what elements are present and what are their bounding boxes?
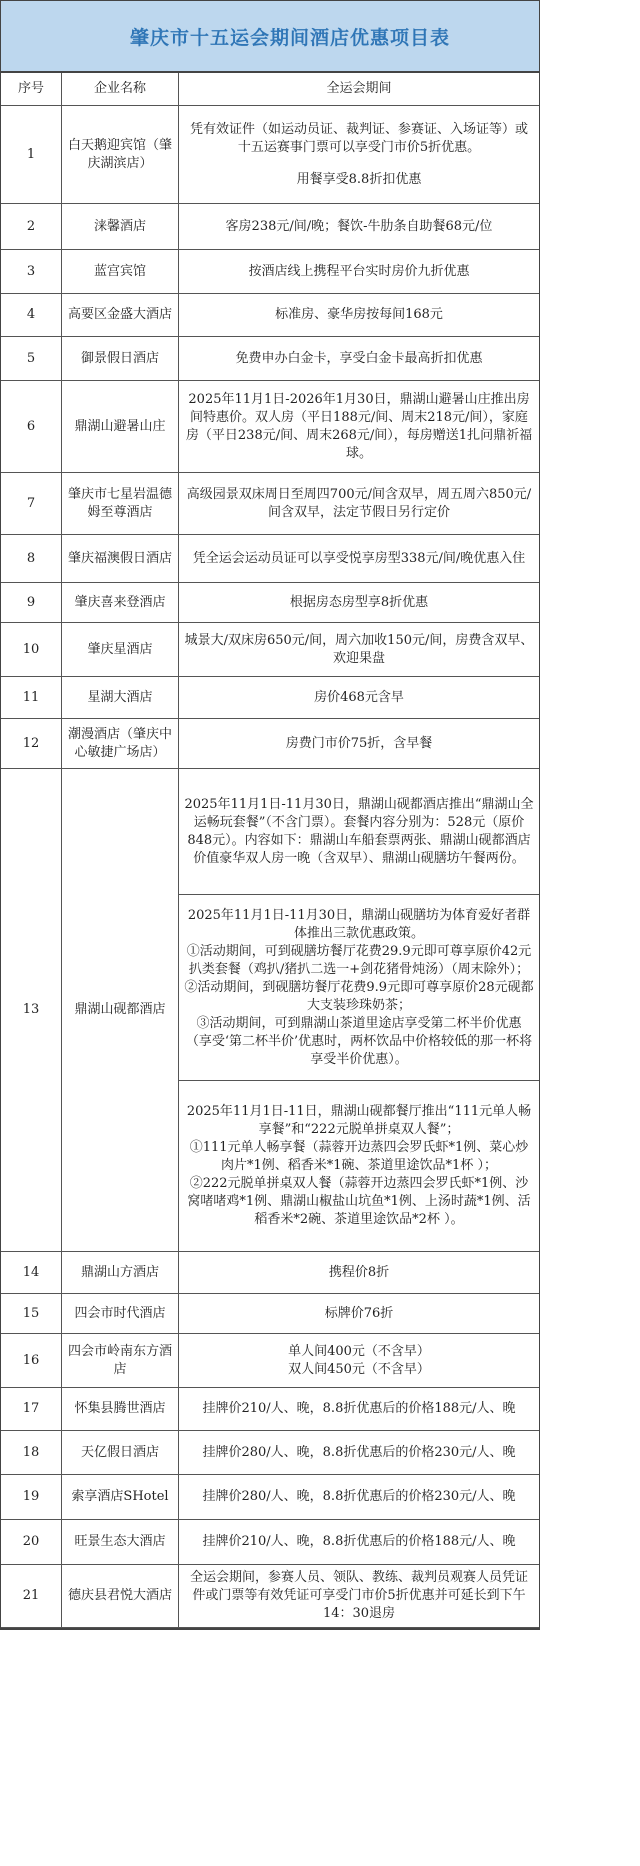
row-name: 涞馨酒店 xyxy=(62,204,179,250)
desc-line: 用餐享受8.8折扣优惠 xyxy=(296,171,422,187)
desc-line: 双人间450元（不含早） xyxy=(288,1361,430,1377)
table-row xyxy=(1,1334,539,1388)
row-num: 9 xyxy=(1,583,62,623)
table-row xyxy=(1,294,539,337)
row-name: 四会市时代酒店 xyxy=(62,1294,179,1334)
row-desc xyxy=(179,337,540,381)
row-desc xyxy=(179,250,540,294)
row-desc xyxy=(179,1565,540,1628)
row-num: 12 xyxy=(1,719,62,769)
row-name: 德庆县君悦大酒店 xyxy=(62,1565,179,1628)
desc-line: 根据房态房型享8折优惠 xyxy=(289,594,429,610)
table-row xyxy=(1,1565,539,1628)
row-num: 21 xyxy=(1,1565,62,1628)
row-name: 潮漫酒店（肇庆中心敏捷广场店） xyxy=(62,719,179,769)
row-num: 13 xyxy=(1,769,62,1252)
row-desc xyxy=(179,204,540,250)
desc-line: 城景大/双床房650元/间，周六加收150元/间，房费含双早、欢迎果盘 xyxy=(184,632,534,666)
desc-line: ③活动期间，可到鼎湖山茶道里途店享受第二杯半价优惠（享受‘第二杯半价’优惠时，两杯饮品中价格较低的那一杯将享受半价优惠）。 xyxy=(185,1015,533,1067)
desc-line: 客房238元/间/晚；餐饮-牛肋条自助餐68元/位 xyxy=(225,218,493,234)
table-row xyxy=(1,583,539,623)
desc-line: 房费门市价75折，含早餐 xyxy=(285,735,433,751)
desc-line: 2025年11月1日-11月30日，鼎湖山砚膳坊为体育爱好者群体推出三款优惠政策。 xyxy=(187,907,531,941)
row-num: 5 xyxy=(1,337,62,381)
desc-line: 2025年11月1日-11月30日，鼎湖山砚都酒店推出“鼎湖山全运畅玩套餐”（不含门票）。套餐内容分别为：528元（原价848元）。内容如下：鼎湖山车船套票两张、鼎湖山砚都酒店价值豪华双人房一晚（含双早）、鼎湖山砚膳坊午餐两份。 xyxy=(184,796,534,866)
row-desc xyxy=(179,294,540,337)
row-desc xyxy=(179,1334,540,1388)
desc-line: 高级园景双床周日至周四700元/间含双早，周五周六850元/间含双早，法定节假日另行定价 xyxy=(186,486,532,520)
desc-line: ①活动期间，可到砚膳坊餐厅花费29.9元即可尊享原价42元扒类套餐（鸡扒/猪扒二选一+剑花猪骨炖汤）（周末除外）； xyxy=(186,943,532,977)
row-desc xyxy=(179,1294,540,1334)
hotel-discount-table xyxy=(1,73,539,1628)
table-row xyxy=(1,106,539,204)
row-name: 白天鹅迎宾馆（肇庆湖滨店） xyxy=(62,106,179,204)
row-desc xyxy=(179,381,540,473)
row-num: 10 xyxy=(1,623,62,677)
table-row xyxy=(1,204,539,250)
table-row xyxy=(1,337,539,381)
header-row xyxy=(1,73,539,106)
table-title: 肇庆市十五运会期间酒店优惠项目表 xyxy=(1,1,539,73)
row-desc-subcell xyxy=(179,1081,540,1252)
row-num: 19 xyxy=(1,1475,62,1520)
row-desc xyxy=(179,1475,540,1520)
row-num: 17 xyxy=(1,1388,62,1431)
desc-line: 2025年11月1日-11日，鼎湖山砚都餐厅推出“111元单人畅享餐”和“222元脱单拼桌双人餐”； xyxy=(186,1104,532,1137)
row-desc xyxy=(179,106,540,204)
desc-line: ②222元脱单拼桌双人餐（蒜蓉开边蒸四会罗氏虾*1例、沙窝啫啫鸡*1例、鼎湖山椒盐山坑鱼*1例、上汤时蔬*1例、活稻香米*2碗、茶道里途饮品*2杯 ）。 xyxy=(187,1176,531,1227)
row-desc xyxy=(179,583,540,623)
desc-line: 全运会期间，参赛人员、领队、教练、裁判员观赛人员凭证件或门票等有效凭证可享受门市价5折优惠并可延长到下午14：30退房 xyxy=(189,1570,528,1621)
row-name: 肇庆福澳假日酒店 xyxy=(62,535,179,583)
row-desc-subcell xyxy=(179,769,540,895)
row-name: 高要区金盛大酒店 xyxy=(62,294,179,337)
desc-line: 标牌价76折 xyxy=(324,1305,394,1321)
desc-line: 按酒店线上携程平台实时房价九折优惠 xyxy=(248,263,470,279)
table-row xyxy=(1,381,539,473)
row-num: 4 xyxy=(1,294,62,337)
row-num: 16 xyxy=(1,1334,62,1388)
row-name: 御景假日酒店 xyxy=(62,337,179,381)
row-desc xyxy=(179,473,540,535)
row-name: 星湖大酒店 xyxy=(62,677,179,719)
desc-line: 携程价8折 xyxy=(328,1264,390,1280)
row-name: 肇庆市七星岩温德姆至尊酒店 xyxy=(62,473,179,535)
row-desc xyxy=(179,719,540,769)
table-row xyxy=(1,677,539,719)
desc-line: 挂牌价210/人、晚，8.8折优惠后的价格188元/人、晚 xyxy=(202,1401,516,1416)
desc-line: ①111元单人畅享餐（蒜蓉开边蒸四会罗氏虾*1例、菜心炒肉片*1例、稻香米*1碗、茶道里途饮品*1杯 ）； xyxy=(189,1140,529,1173)
row-desc xyxy=(179,1431,540,1475)
row-desc xyxy=(179,535,540,583)
desc-line: 凭全运会运动员证可以享受悦享房型338元/间/晚优惠入住 xyxy=(192,550,526,566)
header-name: 企业名称 xyxy=(62,73,179,106)
desc-line: 标准房、豪华房按每间168元 xyxy=(275,307,443,322)
row-num: 7 xyxy=(1,473,62,535)
desc-line: 单人间400元（不含早） xyxy=(288,1343,430,1359)
row-num: 1 xyxy=(1,106,62,204)
row-name: 肇庆喜来登酒店 xyxy=(62,583,179,623)
table-row xyxy=(1,473,539,535)
desc-line: 挂牌价210/人、晚，8.8折优惠后的价格188元/人、晚 xyxy=(202,1534,516,1549)
row-name: 肇庆星酒店 xyxy=(62,623,179,677)
table-row xyxy=(1,1520,539,1565)
row-desc xyxy=(179,623,540,677)
table-row xyxy=(1,1388,539,1431)
row-name: 旺景生态大酒店 xyxy=(62,1520,179,1565)
row-num: 8 xyxy=(1,535,62,583)
row-num: 3 xyxy=(1,250,62,294)
desc-line: ②活动期间，到砚膳坊餐厅花费9.9元即可尊享原价28元砚都大支装珍珠奶茶； xyxy=(184,979,534,1013)
row-name: 索享酒店SHotel xyxy=(62,1475,179,1520)
table-row xyxy=(1,719,539,769)
row-num: 18 xyxy=(1,1431,62,1475)
row-desc xyxy=(179,1388,540,1431)
desc-line: 免费申办白金卡，享受白金卡最高折扣优惠 xyxy=(235,350,483,366)
row-desc xyxy=(179,1252,540,1294)
row-desc-subcell xyxy=(179,895,540,1081)
desc-line: 挂牌价280/人、晚，8.8折优惠后的价格230元/人、晚 xyxy=(202,1444,516,1460)
desc-line: 凭有效证件（如运动员证、裁判证、参赛证、入场证等）或十五运赛事门票可以享受门市价5折优惠。 xyxy=(189,121,528,155)
row-num: 2 xyxy=(1,204,62,250)
desc-line: 挂牌价280/人、晚，8.8折优惠后的价格230元/人、晚 xyxy=(202,1489,516,1504)
table-row xyxy=(1,535,539,583)
row-name: 鼎湖山避暑山庄 xyxy=(62,381,179,473)
row-num: 20 xyxy=(1,1520,62,1565)
table-row xyxy=(1,769,539,895)
table-row xyxy=(1,1252,539,1294)
table-row xyxy=(1,1475,539,1520)
row-num: 14 xyxy=(1,1252,62,1294)
row-num: 15 xyxy=(1,1294,62,1334)
desc-line: 房价468元含早 xyxy=(314,689,404,705)
row-desc xyxy=(179,1520,540,1565)
row-num: 11 xyxy=(1,677,62,719)
table-row xyxy=(1,250,539,294)
table-row xyxy=(1,1431,539,1475)
row-name: 鼎湖山砚都酒店 xyxy=(62,769,179,1252)
row-name: 四会市岭南东方酒店 xyxy=(62,1334,179,1388)
header-desc: 全运会期间 xyxy=(179,73,540,106)
desc-line: 2025年11月1日-2026年1月30日，鼎湖山避暑山庄推出房间特惠价。双人房（平日188元/间、周末218元/间），家庭房（平日238元/间、周末268元/间），每房赠送1扎问鼎祈福球。 xyxy=(185,391,533,461)
desc-line xyxy=(184,157,534,171)
row-num: 6 xyxy=(1,381,62,473)
row-name: 鼎湖山方酒店 xyxy=(62,1252,179,1294)
row-desc xyxy=(179,677,540,719)
row-name: 蓝宫宾馆 xyxy=(62,250,179,294)
header-num: 序号 xyxy=(1,73,62,106)
row-name: 怀集县腾世酒店 xyxy=(62,1388,179,1431)
row-name: 天亿假日酒店 xyxy=(62,1431,179,1475)
table-row xyxy=(1,623,539,677)
table-row xyxy=(1,1294,539,1334)
